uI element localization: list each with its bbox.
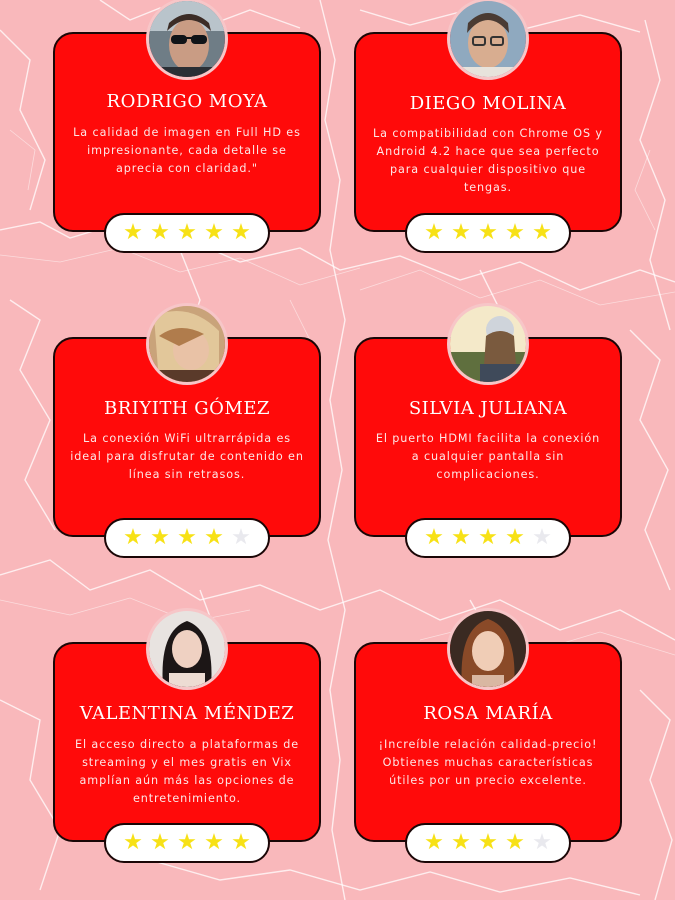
star-filled-icon: ★ (150, 220, 170, 245)
woman-auburn-hair-avatar (450, 611, 526, 687)
star-filled-icon: ★ (177, 525, 197, 550)
star-filled-icon: ★ (150, 525, 170, 550)
star-filled-icon: ★ (451, 220, 471, 245)
woman-blonde-avatar (149, 306, 225, 382)
star-filled-icon: ★ (123, 220, 143, 245)
star-filled-icon: ★ (451, 525, 471, 550)
star-filled-icon: ★ (204, 830, 224, 855)
reviewer-name: DIEGO MOLINA (409, 93, 567, 114)
star-filled-icon: ★ (505, 830, 525, 855)
star-filled-icon: ★ (451, 830, 471, 855)
star-filled-icon: ★ (424, 830, 444, 855)
star-filled-icon: ★ (532, 220, 552, 245)
review-text: La calidad de imagen en Full HD es impresionante, cada detalle se aprecia con claridad." (73, 126, 301, 175)
star-filled-icon: ★ (204, 525, 224, 550)
star-filled-icon: ★ (478, 830, 498, 855)
star-rating (104, 213, 270, 253)
star-rating (104, 823, 270, 863)
star-filled-icon: ★ (424, 525, 444, 550)
review-text: La compatibilidad con Chrome OS y Android 4.2 hace que sea perfecto para cualquier dispositivo que tengas. (373, 127, 603, 194)
woman-beanie-avatar (450, 306, 526, 382)
star-rating (405, 823, 571, 863)
review-text: El puerto HDMI facilita la conexión a cualquier pantalla sin complicaciones. (375, 432, 601, 481)
reviewer-name: BRIYITH GÓMEZ (103, 398, 271, 419)
star-rating (405, 213, 571, 253)
star-filled-icon: ★ (424, 220, 444, 245)
reviewer-name: SILVIA JULIANA (408, 398, 568, 419)
star-filled-icon: ★ (177, 220, 197, 245)
star-filled-icon: ★ (231, 830, 251, 855)
man-glasses-avatar (450, 1, 526, 77)
star-filled-icon: ★ (150, 830, 170, 855)
star-empty-icon: ★ (532, 830, 552, 855)
reviewer-name: VALENTINA MÉNDEZ (79, 703, 295, 724)
review-text: La conexión WiFi ultrarrápida es ideal para disfrutar de contenido en línea sin retrasos. (70, 432, 304, 481)
star-filled-icon: ★ (478, 525, 498, 550)
star-empty-icon: ★ (532, 525, 552, 550)
star-filled-icon: ★ (123, 525, 143, 550)
star-filled-icon: ★ (204, 220, 224, 245)
star-filled-icon: ★ (478, 220, 498, 245)
star-filled-icon: ★ (123, 830, 143, 855)
star-rating (405, 518, 571, 558)
woman-dark-hair-avatar (149, 611, 225, 687)
star-filled-icon: ★ (505, 220, 525, 245)
star-filled-icon: ★ (231, 220, 251, 245)
star-empty-icon: ★ (231, 525, 251, 550)
review-text: El acceso directo a plataformas de streaming y el mes gratis en Vix amplían aún más las opciones de entretenimiento. (74, 738, 299, 805)
review-text: ¡Increíble relación calidad-precio! Obtienes muchas características útiles por un precio excelente. (378, 738, 598, 787)
reviewer-name: ROSA MARÍA (423, 703, 553, 724)
star-filled-icon: ★ (177, 830, 197, 855)
star-rating (104, 518, 270, 558)
star-filled-icon: ★ (505, 525, 525, 550)
man-sunglasses-avatar (149, 1, 225, 77)
reviewer-name: RODRIGO MOYA (106, 91, 268, 112)
